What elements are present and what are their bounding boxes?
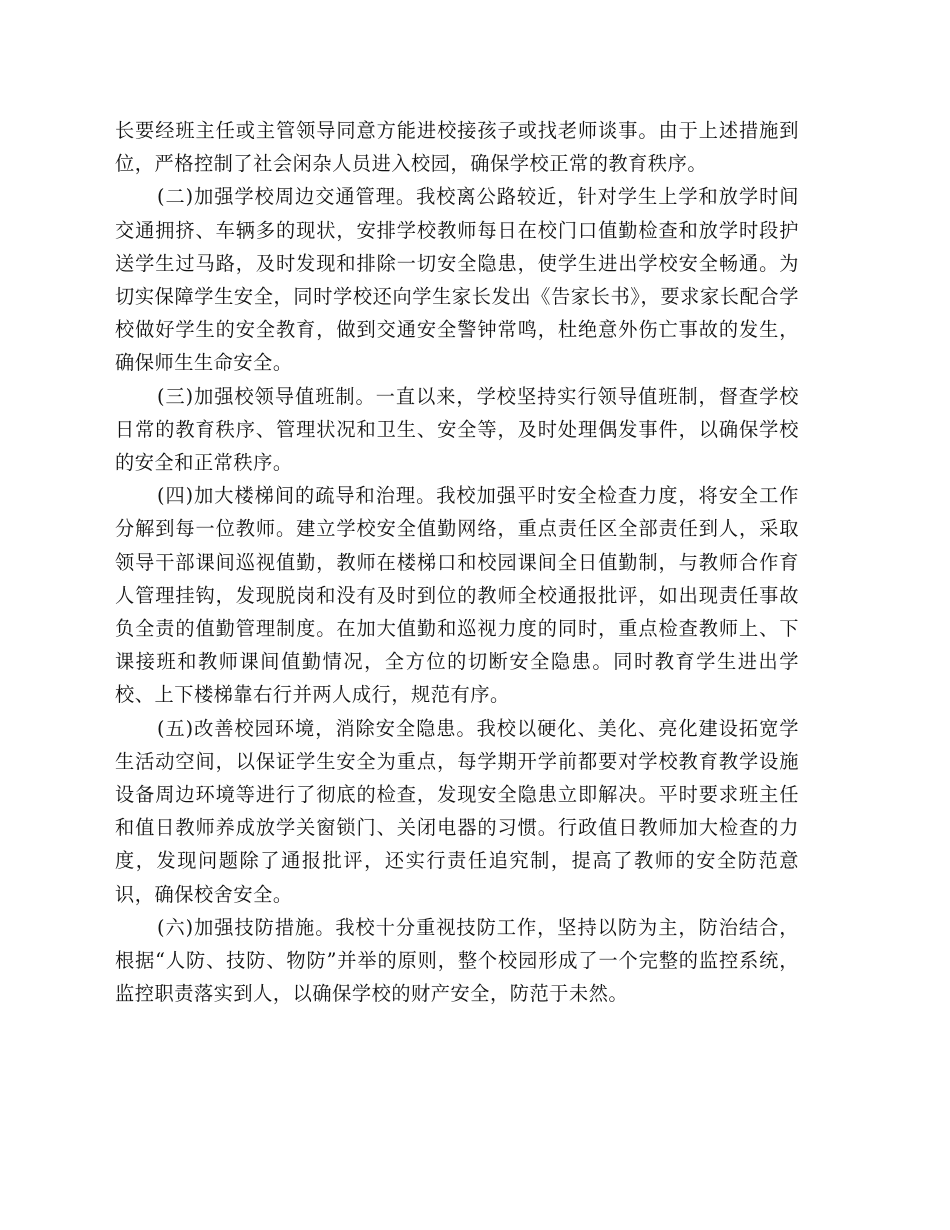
paragraph-continuation: 长要经班主任或主管领导同意方能进校接孩子或找老师谈事。由于上述措施到位，严格控制了社会闲杂人员进入校园，确保学校正常的教育秩序。	[115, 119, 799, 176]
document-body	[115, 114, 799, 1010]
paragraph-campus-environment: (五)改善校园环境，消除安全隐患。我校以硬化、美化、亮化建设拓宽学生活动空间，以保证学生安全为重点，每学期开学前都要对学校教育教学设施设备周边环境等进行了彻底的检查，发现安全隐患立即解决。平时要求班主任和值日教师养成放学关窗锁门、关闭电器的习惯。行政值日教师加大检查的力度，发现问题除了通报批评，还实行责任追究制，提高了教师的安全防范意识，确保校舍安全。	[115, 716, 799, 906]
paragraph-stairwell-management: (四)加大楼梯间的疏导和治理。我校加强平时安全检查力度，将安全工作分解到每一位教师。建立学校安全值勤网络，重点责任区全部责任到人，采取领导干部课间巡视值勤，教师在楼梯口和校园课间全日值勤制，与教师合作育人管理挂钩，发现脱岗和没有及时到位的教师全校通报批评，如出现责任事故负全责的值勤管理制度。在加大值勤和巡视力度的同时，重点检查教师上、下课接班和教师课间值勤情况，全方位的切断安全隐患。同时教育学生进出学校、上下楼梯靠右行并两人成行，规范有序。	[115, 484, 799, 707]
paragraph-technical-prevention: (六)加强技防措施。我校十分重视技防工作，坚持以防为主，防治结合，根据“人防、技防、物防”并举的原则，整个校园形成了一个完整的监控系统，监控职责落实到人，以确保学校的财产安全，防范于未然。	[115, 915, 799, 1006]
paragraph-traffic-management: (二)加强学校周边交通管理。我校离公路较近，针对学生上学和放学时间交通拥挤、车辆多的现状，安排学校教师每日在校门口值勤检查和放学时段护送学生过马路，及时发现和排除一切安全隐患，使学生进出学校安全畅通。为切实保障学生安全，同时学校还向学生家长发出《告家长书》，要求家长配合学校做好学生的安全教育，做到交通安全警钟常鸣，杜绝意外伤亡事故的发生，确保师生生命安全。	[115, 185, 799, 375]
paragraph-leader-duty: (三)加强校领导值班制。一直以来，学校坚持实行领导值班制，督查学校日常的教育秩序、管理状况和卫生、安全等，及时处理偶发事件，以确保学校的安全和正常秩序。	[115, 384, 799, 475]
